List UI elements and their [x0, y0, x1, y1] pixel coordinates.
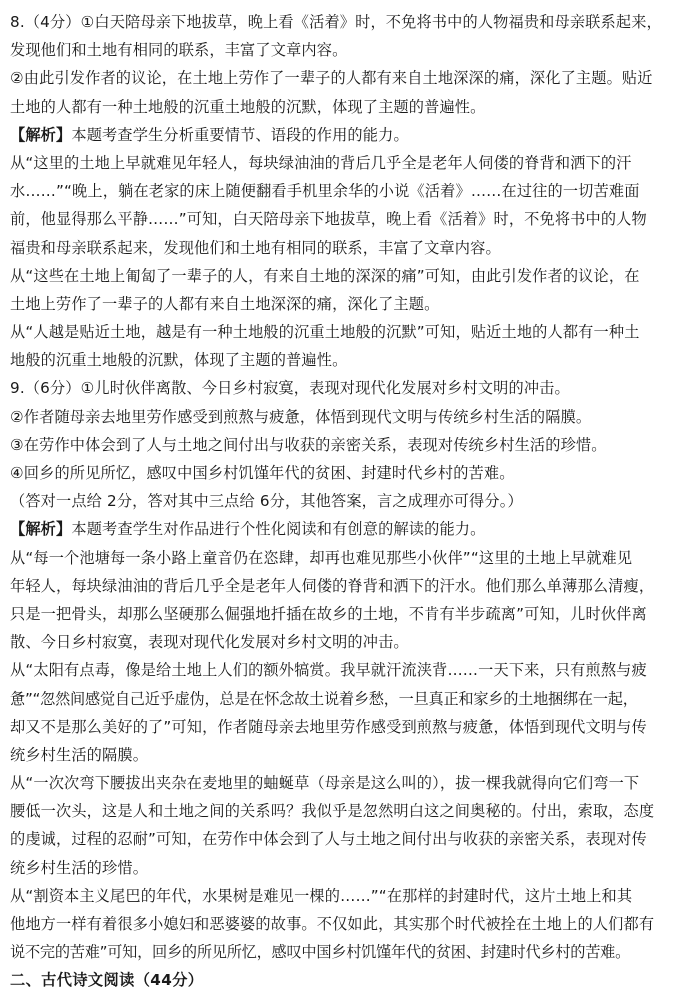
q8-analysis-line: 地般的沉重土地般的沉默，体现了主题的普遍性。 — [10, 351, 348, 370]
q8-analysis-line: 土地上劳作了一辈子的人都有来自土地深深的痛，深化了主题。 — [10, 294, 440, 313]
q9-analysis-line: 说不完的苦难”可知，回乡的所见所忆，感叹中国乡村饥馑年代的贫困、封建时代乡村的苦难。 — [10, 943, 631, 962]
q8-analysis-line: 前，他显得那么平静……”可知，白天陪母亲下地拔草，晚上看《活着》时，不免将书中的人物 — [10, 210, 647, 229]
analysis-tag: 【解析】 — [10, 125, 72, 144]
q8-answer-line: 土地的人都有一种土地般的沉重土地般的沉默，体现了主题的普遍性。 — [10, 97, 486, 116]
q8-answer-line: ②由此引发作者的议论，在土地上劳作了一辈子的人都有来自土地深深的痛，深化了主题。贴近 — [10, 69, 653, 88]
q8-analysis-line: 福贵和母亲联系起来，发现他们和土地有相同的联系，丰富了文章内容。 — [10, 238, 501, 257]
q9-analysis-line: 从“太阳有点毒，像是给土地上人们的额外犒赏。我早就汗流浃背……一天下来，只有煎熬与疲 — [10, 661, 647, 680]
q9-analysis-line: 从“一次次弯下腰拔出夹杂在麦地里的蚰蜒草（母亲是这么叫的），拔一棵我就得向它们弯一下 — [10, 774, 640, 793]
q9-analysis-line: 从“每一个池塘每一条小路上童音仍在恣肆，却再也难见那些小伙伴”“这里的土地上早就难见 — [10, 548, 633, 567]
q8-analysis-line: 水……”“晚上，躺在老家的床上随便翻看手机里余华的小说《活着》……在过往的一切苦难面 — [10, 182, 640, 201]
q9-answer-line: ③在劳作中体会到了人与土地之间付出与收获的亲密关系，表现对传统乡村生活的珍惜。 — [10, 435, 607, 454]
q9-analysis-line: 年轻人，每块绿油油的背后几乎全是老年人伺偻的脊背和洒下的汗水。他们那么单薄那么清瘦， — [10, 576, 655, 595]
q9-analysis-line: 统乡村生活的珍惜。 — [10, 858, 149, 877]
q8-answer-line: 8.（4分）①白天陪母亲下地拔草，晚上看《活着》时，不免将书中的人物福贵和母亲联系起来， — [10, 13, 662, 31]
q9-scoring-note: （答对一点给 2分，答对其中三点给 6分，其他答案，言之成理亦可得分。） — [10, 492, 523, 511]
q9-analysis-line: 的虔诚，过程的忍耐”可知，在劳作中体会到了人与土地之间付出与收获的亲密关系，表现对传 — [10, 830, 647, 849]
q8-answer-line: 发现他们和土地有相同的联系，丰富了文章内容。 — [10, 41, 348, 60]
q8-analysis-line: 从“人越是贴近土地，越是有一种土地般的沉重土地般的沉默”可知，贴近土地的人都有一种土 — [10, 323, 640, 342]
section-heading-classical-poetry: 二、古代诗文阅读（44分） — [10, 971, 204, 990]
q9-analysis-line: 腰低一次头，这是人和土地之间的关系吗？我似乎是忽然明白这之间奥秘的。付出，索取，态度 — [10, 802, 655, 821]
q9-analysis-line: 从“割资本主义尾巴的年代，水果树是难见一棵的……”“在那样的封建时代，这片土地上和其 — [10, 886, 633, 905]
q8-analysis-line: 从“这里的土地上早就难见年轻人，每块绿油油的背后几乎全是老年人伺偻的脊背和洒下的汗 — [10, 153, 632, 172]
q9-analysis-line: 却又不是那么美好的了”可知，作者随母亲去地里劳作感受到煎熬与疲惫，体悟到现代文明与传 — [10, 717, 647, 736]
q9-analysis-line: 统乡村生活的隔膜。 — [10, 745, 149, 764]
q9-analysis-line: 只是一把骨头，却那么坚硬那么倔强地扦插在故乡的土地，不肯有半步疏离”可知，儿时伙伴离 — [10, 604, 647, 623]
q9-answer-line: ④回乡的所见所忆，感叹中国乡村饥馑年代的贫困、封建时代乡村的苦难。 — [10, 464, 515, 482]
answer-document — [10, 8, 686, 995]
q9-analysis-line: 散、今日乡村寂寞，表现对现代化发展对乡村文明的冲击。 — [10, 633, 409, 652]
analysis-tag: 【解析】 — [10, 520, 72, 539]
q9-analysis-line: 惫”“忽然间感觉自己近乎虚伪，总是在怀念故土说着乡愁，一旦真正和家乡的土地捆绑在一起， — [10, 689, 638, 708]
q8-analysis-line: 从“这些在土地上匍匐了一辈子的人，有来自土地的深深的痛”可知，由此引发作者的议论，在 — [10, 266, 640, 285]
q8-analysis-heading: 【解析】本题考查学生分析重要情节、语段的作用的能力。 — [10, 125, 409, 144]
q9-analysis-heading: 【解析】本题考查学生对作品进行个性化阅读和有创意的解读的能力。 — [10, 520, 486, 539]
q9-answer-line: 9.（6分）①儿时伙伴离散、今日乡村寂寞，表现对现代化发展对乡村文明的冲击。 — [10, 379, 570, 398]
q9-analysis-line: 他地方一样有着很多小媳妇和恶婆婆的故事。不仅如此，其实那个时代被拴在土地上的人们都有 — [10, 915, 655, 933]
q9-answer-line: ②作者随母亲去地里劳作感受到煎熬与疲惫，体悟到现代文明与传统乡村生活的隔膜。 — [10, 407, 592, 426]
